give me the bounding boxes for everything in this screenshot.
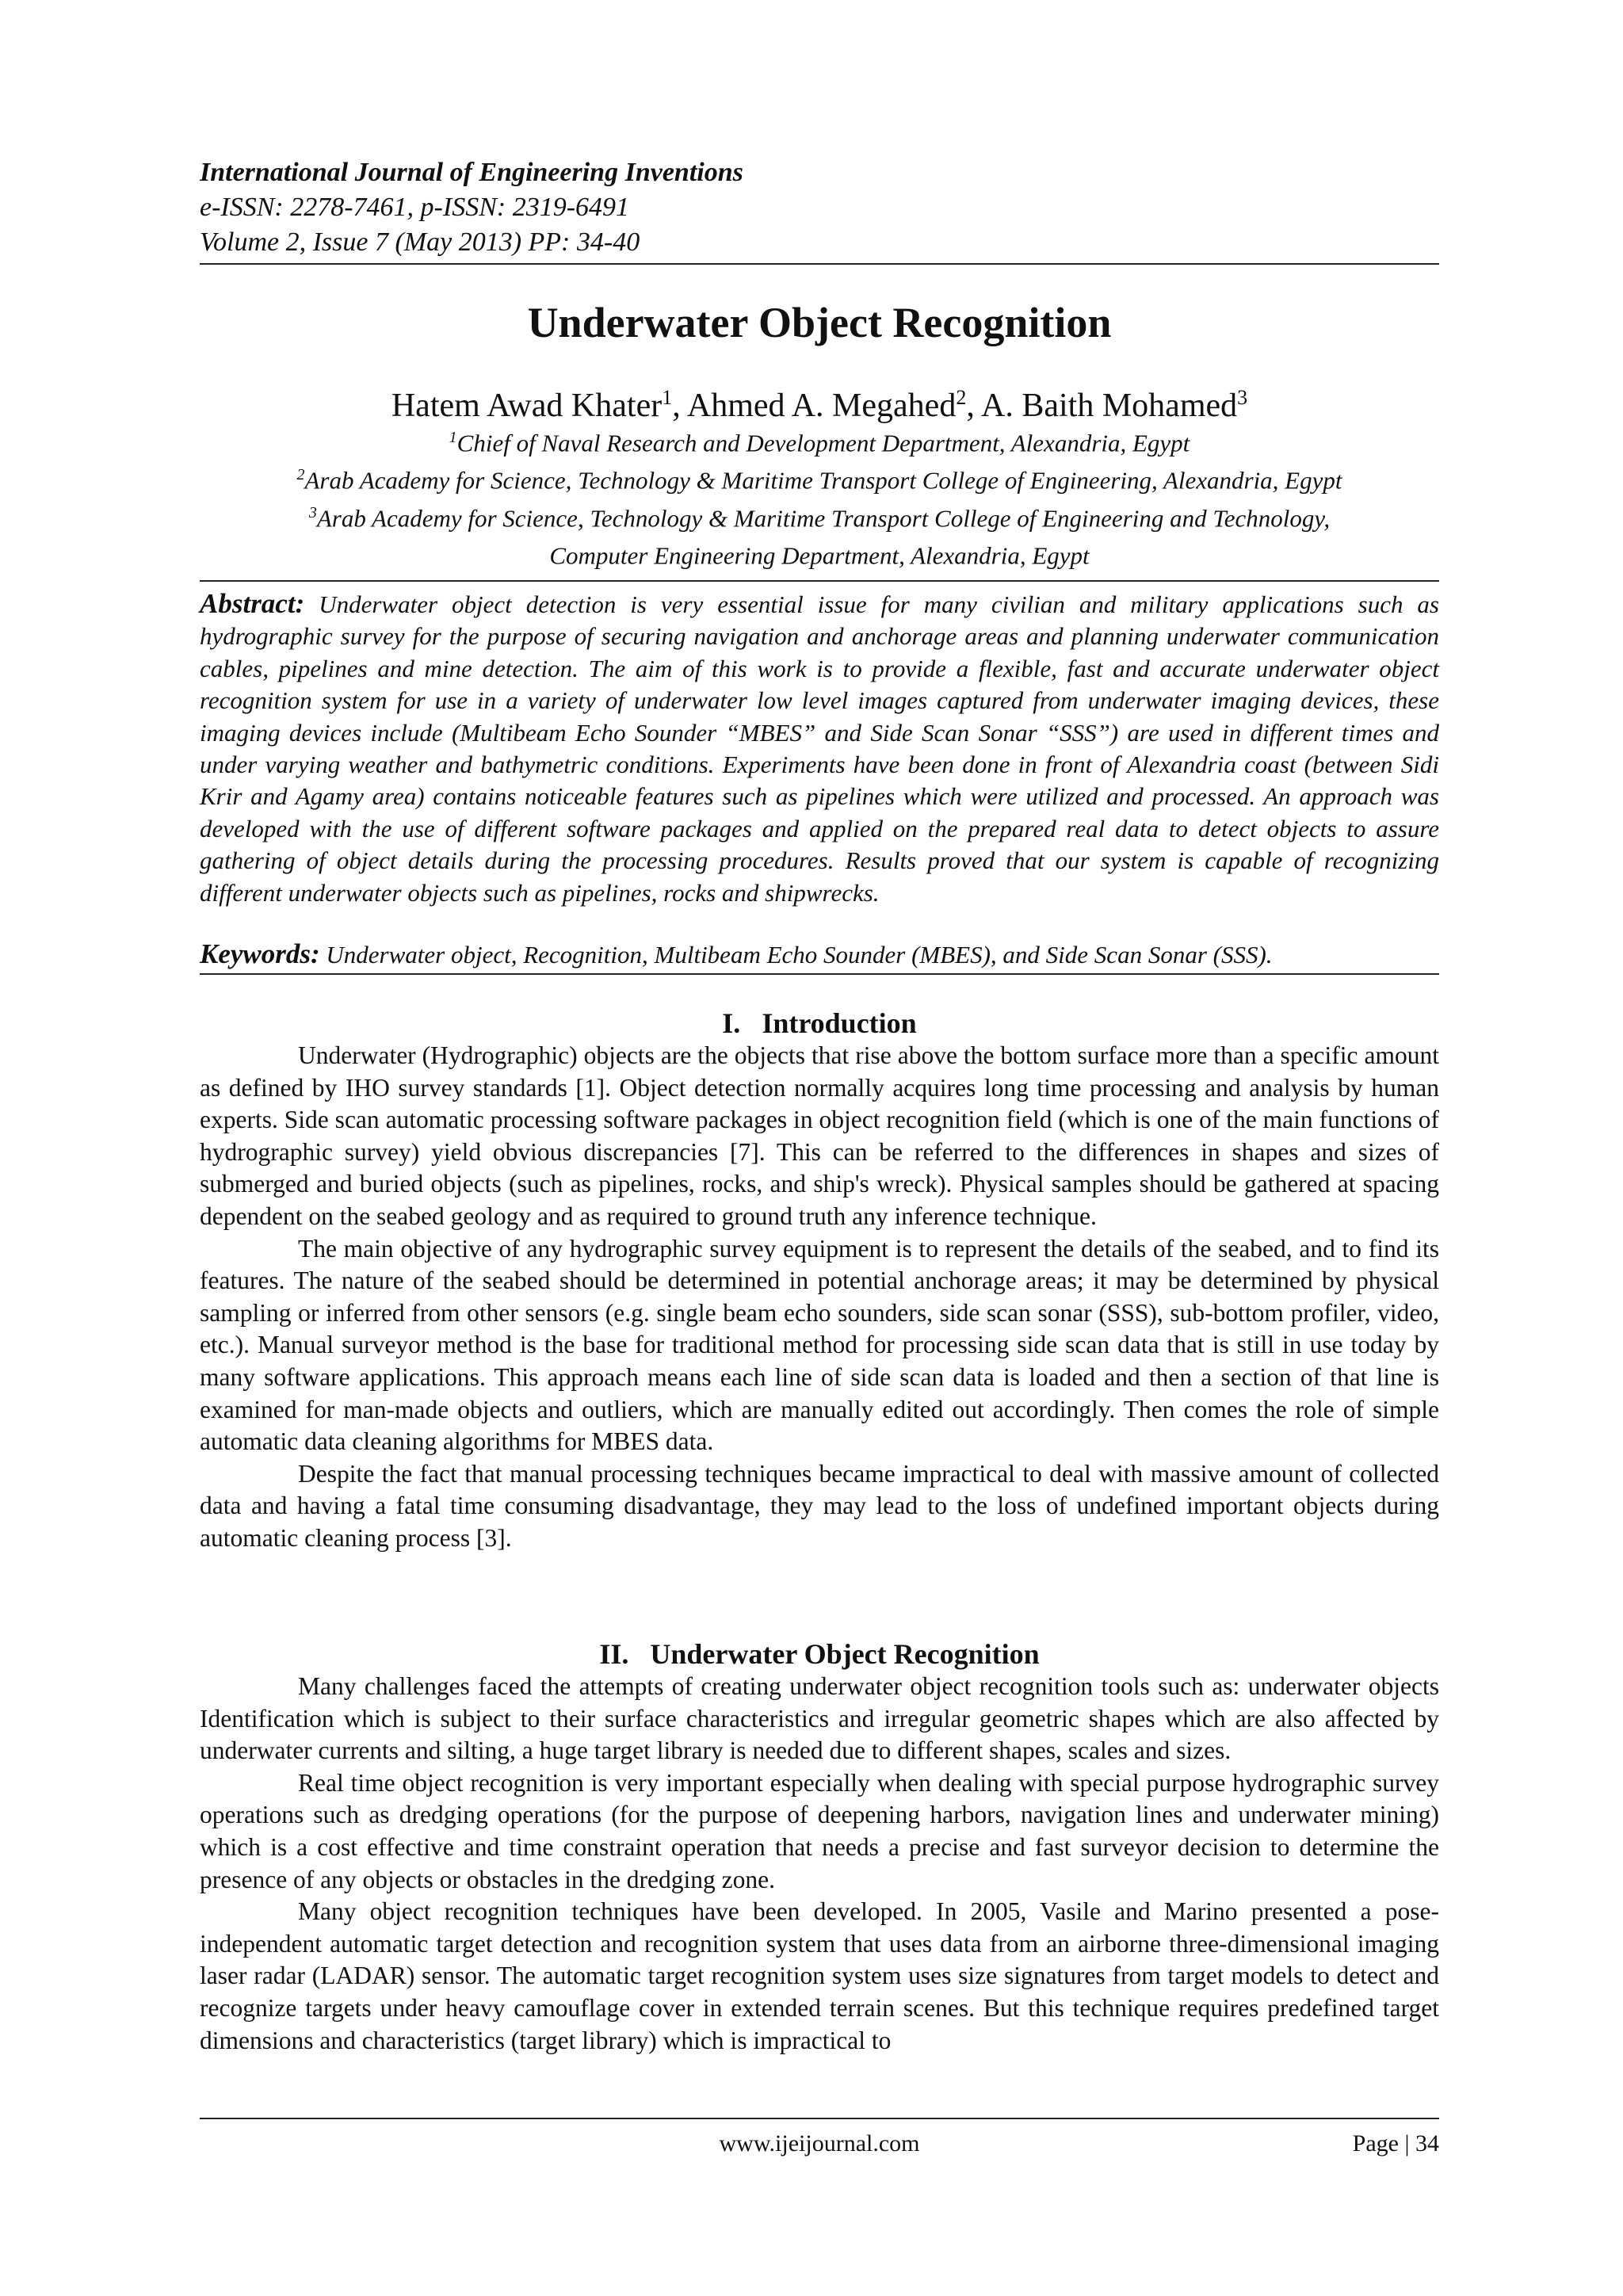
section-title: Underwater Object Recognition xyxy=(650,1638,1040,1670)
paragraph: Despite the fact that manual processing techniques became impractical to deal with massive amount of collected data and having a fatal time consuming disadvantage, they may lead to the loss of undefined important objects during automatic cleaning process [3]. xyxy=(200,1459,1439,1552)
keywords xyxy=(200,938,1439,971)
affiliation-sup: 2 xyxy=(296,466,305,484)
section-title: Introduction xyxy=(762,1007,917,1039)
abstract-top-rule xyxy=(200,580,1439,582)
paragraph: Many challenges faced the attempts of creating underwater object recognition tools such as: underwater objects Identification which is subject to their surface characteristics and irregular geometric shapes which are also affected by underwater currents and silting, a huge target library is needed due to different shapes, scales and sizes. xyxy=(200,1672,1439,1765)
affiliation-sup: 3 xyxy=(308,503,317,521)
affiliation xyxy=(200,497,1439,534)
keywords-label: Keywords: xyxy=(200,938,320,969)
abstract-label: Abstract: xyxy=(200,588,305,619)
section-number: I. xyxy=(722,1007,741,1039)
abstract-bottom-rule xyxy=(200,973,1439,975)
author-sep: , xyxy=(672,388,687,424)
footer-rule xyxy=(200,2118,1439,2119)
author-name: Hatem Awad Khater xyxy=(391,388,663,424)
section-heading-introduction xyxy=(200,1005,1439,1041)
keywords-text: Underwater object, Recognition, Multibeam Echo Sounder (MBES), and Side Scan Sonar (SSS). xyxy=(326,941,1273,968)
journal-header xyxy=(200,155,1439,260)
paragraph: Many object recognition techniques have been developed. In 2005, Vasile and Marino presented a pose-independent automatic target detection and recognition system that uses data from an airborne three-dimensional imaging laser radar (LADAR) sensor. The automatic target recognition system uses size signatures from target models to detect and recognize targets under heavy camouflage cover in extended terrain scenes. But this technique requires predefined target dimensions and characteristics (target library) which is impractical to xyxy=(200,1897,1439,2054)
author-sup: 3 xyxy=(1237,386,1248,409)
journal-name: International Journal of Engineering Inventions xyxy=(200,158,743,187)
author-sep: , xyxy=(966,388,982,424)
author-name: A. Baith Mohamed xyxy=(981,388,1238,424)
header-rule xyxy=(200,263,1439,265)
footer-url[interactable]: www.ijeijournal.com xyxy=(719,2130,920,2157)
abstract xyxy=(200,588,1439,909)
abstract-text: Underwater object detection is very essential issue for many civilian and military applications such as hydrographic survey for the purpose of securing navigation and anchorage areas and planning underwater communication cables, pipelines and mine detection. The aim of this work is to provide a flexible, fast and accurate underwater object recognition system for use in a variety of underwater low level images captured from underwater imaging devices, these imaging devices include (Multibeam Echo Sounder “MBES” and Side Scan Sonar “SSS”) are used in different times and under varying weather and bathymetric conditions. Experiments have been done in front of Alexandria coast (between Sidi Krir and Agamy area) contains noticeable features such as pipelines which were utilized and processed. An approach was developed with the use of different software packages and applied on the prepared real data to detect objects to assure gathering of object details during the processing procedures. Results proved that our system is capable of recognizing different underwater objects such as pipelines, rocks and shipwrecks. xyxy=(200,590,1439,907)
section-heading-underwater-object-recognition xyxy=(200,1636,1439,1672)
author-sup: 1 xyxy=(662,386,673,409)
affiliation-text: Arab Academy for Science, Technology & Maritime Transport College of Engineering, Alexandria, Egypt xyxy=(304,466,1342,495)
section-body-introduction xyxy=(200,1040,1439,1555)
affiliation-text: Arab Academy for Science, Technology & Maritime Transport College of Engineering and Technology, xyxy=(316,503,1331,532)
affiliation-list xyxy=(200,422,1439,571)
section-body-underwater-object-recognition xyxy=(200,1671,1439,2057)
author-list xyxy=(200,376,1439,428)
author-sup: 2 xyxy=(956,386,967,409)
journal-volume: Volume 2, Issue 7 (May 2013) PP: 34-40 xyxy=(200,227,640,257)
journal-issn: e-ISSN: 2278-7461, p-ISSN: 2319-6491 xyxy=(200,193,630,222)
section-number: II. xyxy=(599,1638,629,1670)
paragraph: Underwater (Hydrographic) objects are the objects that rise above the bottom surface more than a specific amount as defined by IHO survey standards [1]. Object detection normally acquires long time processing and analysis by human experts. Side scan automatic processing software packages in object recognition field (which is one of the main functions of hydrographic survey) yield obvious discrepancies [7]. This can be referred to the differences in shapes and sizes of submerged and buried objects (such as pipelines, rocks, and ship's wreck). Physical samples should be gathered at spacing dependent on the seabed geology and as required to ground truth any inference technique. xyxy=(200,1041,1439,1230)
affiliation xyxy=(200,534,1439,571)
paragraph: The main objective of any hydrographic survey equipment is to represent the details of the seabed, and to find its features. The nature of the seabed should be determined in potential anchorage areas; it may be determined by physical sampling or inferred from other sensors (e.g. single beam echo sounders, side scan sonar (SSS), sub-bottom profiler, video, etc.). Manual surveyor method is the base for traditional method for processing side scan data that is still in use today by many software applications. This approach means each line of side scan data is loaded and then a section of that line is examined for man-made objects and outliers, which are manually edited out accordingly. Then comes the role of simple automatic data cleaning algorithms for MBES data. xyxy=(200,1234,1439,1456)
author-name: Ahmed A. Megahed xyxy=(686,388,957,424)
affiliation-sup: 1 xyxy=(449,429,457,446)
affiliation xyxy=(200,459,1439,496)
affiliation-text: Chief of Naval Research and Development Department, Alexandria, Egypt xyxy=(456,429,1190,457)
page-number: Page | 34 xyxy=(1352,2130,1439,2157)
affiliation-text: Computer Engineering Department, Alexandria, Egypt xyxy=(549,541,1090,570)
paper-title: Underwater Object Recognition xyxy=(527,299,1112,346)
affiliation xyxy=(200,422,1439,459)
paragraph: Real time object recognition is very important especially when dealing with special purpose hydrographic survey operations such as dredging operations (for the purpose of deepening harbors, navigation lines and underwater mining) which is a cost effective and time constraint operation that needs a precise and fast surveyor decision to determine the presence of any objects or obstacles in the dredging zone. xyxy=(200,1768,1439,1893)
